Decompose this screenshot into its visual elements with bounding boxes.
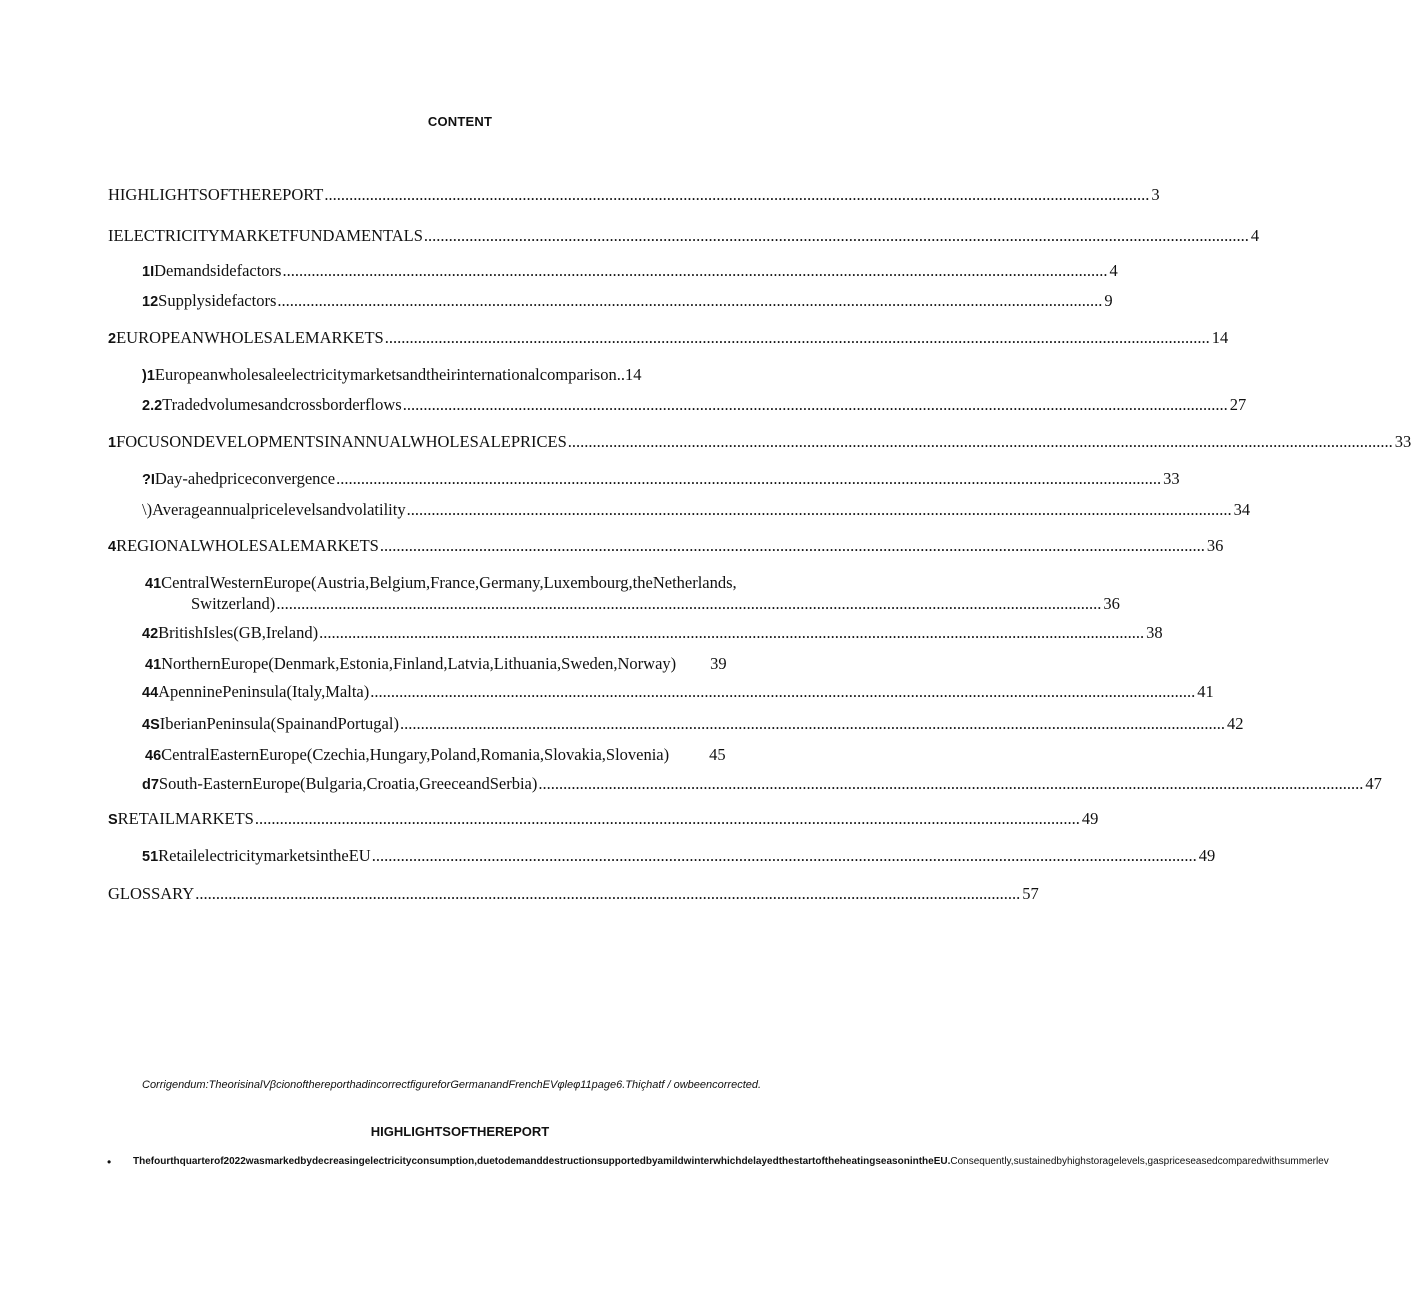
- toc-num: S: [108, 812, 118, 828]
- toc-section-4-6[interactable]: [145, 745, 726, 765]
- toc-section-5-1[interactable]: [142, 846, 1216, 866]
- toc-page: 45: [709, 745, 726, 764]
- toc-num: \): [142, 500, 153, 519]
- toc-section-4-1-cont[interactable]: [191, 594, 1120, 614]
- toc-section-1-1[interactable]: [142, 261, 1118, 281]
- bullet-bold-text: Thefourthquarterof2022wasmarkedbydecreasingelectricityconsumption,duetodemanddestructionsupportedbyamildwinterwhichdelayedthestartoftheheatingseasonintheEU.: [133, 1156, 951, 1167]
- highlights-title: HIGHLIGHTSOFTHEREPORT: [370, 1124, 550, 1139]
- toc-section-2[interactable]: [108, 328, 1229, 348]
- toc-text: Tradedvolumesandcrossborderflows: [162, 395, 402, 414]
- toc-page: 36: [1103, 594, 1120, 613]
- toc-text: South-EasternEurope(Bulgaria,Croatia,GreeceandSerbia): [158, 774, 538, 793]
- toc-text: CentralWesternEurope(Austria,Belgium,France,Germany,Luxembourg,theNetherlands,: [161, 573, 737, 592]
- toc-num: 46: [145, 748, 162, 764]
- bullet-symbol: •: [107, 1155, 112, 1169]
- toc-section-2-1[interactable]: [142, 365, 641, 385]
- toc-page: 41: [1197, 682, 1214, 701]
- toc-section-4-4[interactable]: [142, 682, 1214, 702]
- toc-highlights[interactable]: [108, 185, 1160, 205]
- toc-text: ApenninePeninsula(Italy,Malta): [158, 682, 370, 701]
- toc-page: 3: [1151, 185, 1160, 204]
- toc-page: 14: [1211, 328, 1229, 347]
- toc-num: ?I: [142, 472, 155, 488]
- toc-page: 49: [1198, 846, 1216, 865]
- toc-num: I: [108, 226, 114, 245]
- toc-section-4[interactable]: [108, 536, 1224, 556]
- toc-text: CentralEasternEurope(Czechia,Hungary,Poland,Romania,Slovakia,Slovenia): [161, 745, 670, 764]
- toc-num: 2: [108, 331, 117, 347]
- toc-section-3-1[interactable]: [142, 469, 1180, 489]
- toc-page: 36: [1206, 536, 1224, 555]
- highlight-bullet-text: [133, 1153, 1329, 1170]
- toc-page: 47: [1365, 774, 1382, 793]
- toc-section-4-2[interactable]: [142, 623, 1163, 643]
- toc-text: Demandsidefactors: [154, 261, 282, 280]
- toc-num: 4: [108, 539, 117, 555]
- toc-num: 1: [108, 435, 117, 451]
- toc-section-4-5[interactable]: [142, 714, 1244, 734]
- toc-text: HIGHLIGHTSOFTHEREPORT: [108, 185, 324, 204]
- toc-num: 12: [142, 294, 159, 310]
- toc-text: FOCUSONDEVELOPMENTSINANNUALWHOLESALEPRICES: [116, 432, 567, 451]
- toc-page: 33: [1163, 469, 1180, 488]
- toc-section-4-7[interactable]: [142, 774, 1382, 794]
- toc-page: 9: [1104, 291, 1113, 310]
- toc-section-3[interactable]: [108, 432, 1411, 452]
- toc-page: 4: [1109, 261, 1118, 280]
- toc-text: Day-ahedpriceconvergence: [154, 469, 336, 488]
- toc-section-1[interactable]: [108, 226, 1260, 246]
- toc-text: RETAILMARKETS: [117, 809, 254, 828]
- toc-section-4-3[interactable]: [145, 654, 727, 674]
- toc-num: 4S: [142, 717, 160, 733]
- toc-page: 4: [1250, 226, 1260, 245]
- toc-text: IberianPeninsula(SpainandPortugal): [159, 714, 399, 733]
- toc-text: RetailelectricitymarketsintheEU: [158, 846, 371, 865]
- toc-num: 51: [142, 849, 159, 865]
- toc-text: Supplysidefactors: [158, 291, 277, 310]
- toc-text: BritishIsles(GB,Ireland): [158, 623, 319, 642]
- toc-num: 41: [145, 576, 162, 592]
- toc-num: 44: [142, 685, 159, 701]
- bullet-normal-text: Consequently,sustainedbyhighstoragelevels,gaspriceseasedcomparedwithsummerlev: [950, 1156, 1329, 1167]
- toc-num: 2.2: [142, 398, 163, 414]
- toc-num: 41: [145, 657, 162, 673]
- toc-page: 49: [1081, 809, 1099, 828]
- toc-section-2-2[interactable]: [142, 395, 1247, 415]
- toc-num: 1I: [142, 264, 155, 280]
- toc-text: NorthernEurope(Denmark,Estonia,Finland,Latvia,Lithuania,Sweden,Norway): [161, 654, 677, 673]
- content-title: CONTENT: [427, 114, 493, 129]
- toc-text: Europeanwholesaleelectricitymarketsandtheirinternationalcomparison..14: [154, 365, 642, 384]
- toc-glossary[interactable]: [108, 884, 1039, 904]
- toc-num: d7: [142, 777, 159, 793]
- toc-num: 42: [142, 626, 159, 642]
- toc-text-cont: Switzerland): [191, 594, 276, 613]
- toc-text: Averageannualpricelevelsandvolatility: [152, 500, 406, 519]
- toc-page: 33: [1394, 432, 1411, 451]
- toc-page: 34: [1233, 500, 1251, 519]
- toc-page: 38: [1146, 623, 1163, 642]
- corrigendum-note: Corrigendum:TheorisinalVβcionofthereporthadincorrectfigureforGermanandFrenchEVφleφ11page6.Thiçhatf / owbeencorrected.: [142, 1079, 762, 1091]
- toc-section-4-1[interactable]: [145, 573, 737, 593]
- toc-page: 42: [1226, 714, 1244, 733]
- toc-section-1-2[interactable]: [142, 291, 1113, 311]
- toc-page: 27: [1229, 395, 1247, 414]
- toc-page: 57: [1022, 884, 1039, 903]
- toc-num: )1: [142, 368, 155, 384]
- toc-text: REGIONALWHOLESALEMARKETS: [116, 536, 379, 555]
- toc-text: ELECTRICITYMARKETFUNDAMENTALS: [113, 226, 423, 245]
- toc-section-3-2[interactable]: [142, 500, 1251, 520]
- toc-page: 39: [710, 654, 727, 673]
- toc-text: GLOSSARY: [108, 884, 195, 903]
- toc-section-5[interactable]: [108, 809, 1099, 829]
- toc-text: EUROPEANWHOLESALEMARKETS: [116, 328, 384, 347]
